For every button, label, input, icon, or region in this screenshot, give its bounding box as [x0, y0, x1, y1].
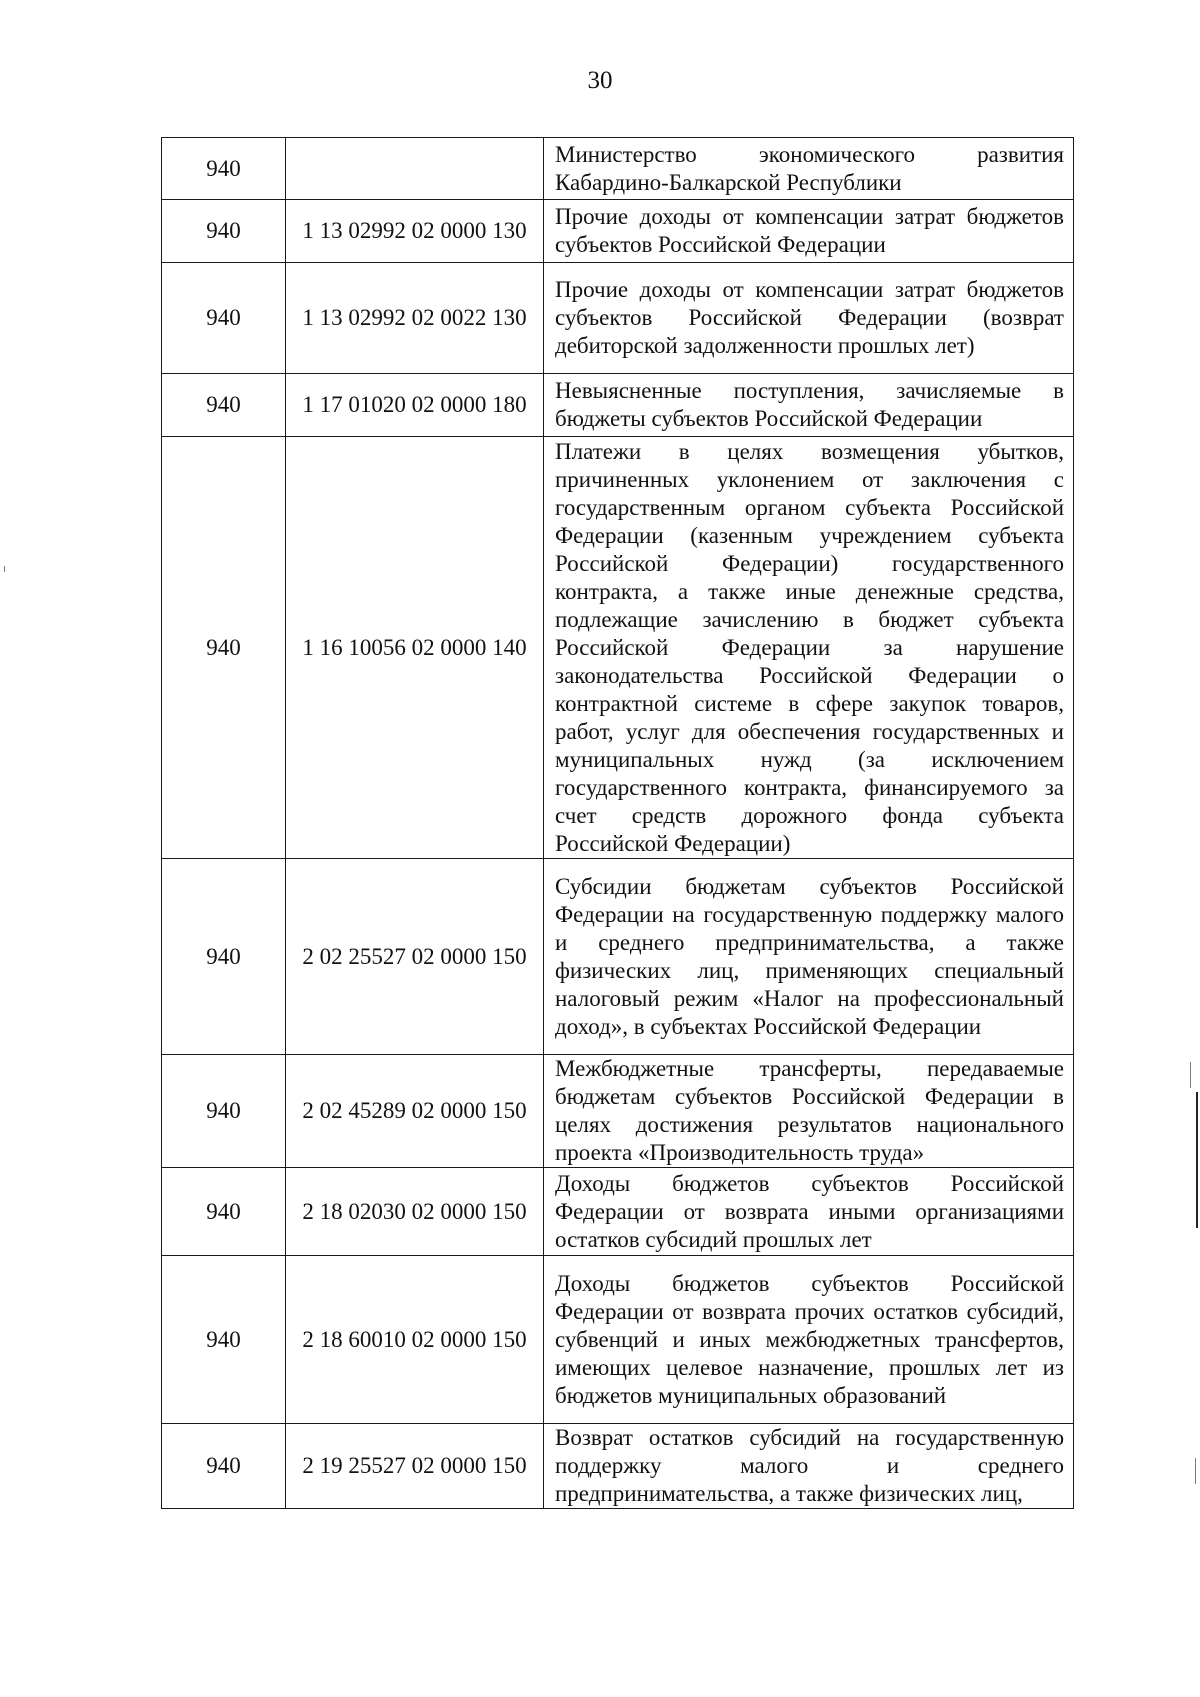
- kbk-cell: 2 02 25527 02 0000 150: [286, 859, 544, 1055]
- table-row: [162, 437, 1074, 859]
- revenue-name-text: Межбюджетные трансферты, передаваемые бюджетам субъектов Российской Федерации в целях достижения результатов национального проекта «Производительность труда»: [555, 1056, 1064, 1165]
- kbk-cell: 2 19 25527 02 0000 150: [286, 1424, 544, 1509]
- revenue-name-text: Платежи в целях возмещения убытков, причиненных уклонением от заключения с государственным органом субъекта Российской Федерации (казенным учреждением субъекта Российской Федерации) государственного контракта, а также иные денежные средства, подлежащие зачислению в бюджет субъекта Российской Федерации за нарушение законодательства Российской Федерации о контрактной системе в сфере закупок товаров, работ, услуг для обеспечения государственных и муниципальных нужд (за исключением государственного контракта, финансируемого за счет средств дорожного фонда субъекта Российской Федерации): [555, 438, 1064, 856]
- kbk-cell: 2 18 02030 02 0000 150: [286, 1168, 544, 1256]
- table-row: [162, 1256, 1074, 1424]
- revenue-name-cell: [544, 1055, 1074, 1168]
- kbk-cell: 2 02 45289 02 0000 150: [286, 1055, 544, 1168]
- revenue-name-cell: [544, 1424, 1074, 1509]
- revenue-name-text: Прочие доходы от компенсации затрат бюджетов субъектов Российской Федерации (возврат дебиторской задолженности прошлых лет): [555, 277, 1064, 358]
- revenue-name-text: Субсидии бюджетам субъектов Российской Федерации на государственную поддержку малого и среднего предпринимательства, а также физических лиц, применяющих специальный налоговый режим «Налог на профессиональный доход», в субъектах Российской Федерации: [555, 873, 1064, 1039]
- revenue-name-cell: [544, 200, 1074, 263]
- admin-code-cell: 940: [162, 1256, 286, 1424]
- revenue-name-cell: [544, 263, 1074, 374]
- kbk-cell: 1 16 10056 02 0000 140: [286, 437, 544, 859]
- table-row: [162, 374, 1074, 437]
- revenue-name-cell: [544, 374, 1074, 437]
- table-row: [162, 138, 1074, 200]
- revenue-name-cell: [544, 138, 1074, 200]
- budget-revenue-table: [161, 137, 1074, 1509]
- table-row: [162, 200, 1074, 263]
- revenue-name-cell: [544, 859, 1074, 1055]
- admin-code-cell: 940: [162, 1424, 286, 1509]
- admin-code-cell: 940: [162, 1168, 286, 1256]
- revenue-name-text: Доходы бюджетов субъектов Российской Федерации от возврата иными организациями остатков субсидий прошлых лет: [555, 1170, 1064, 1252]
- page-number: 30: [587, 67, 613, 94]
- table-row: [162, 1055, 1074, 1168]
- admin-code-cell: 940: [162, 200, 286, 263]
- kbk-cell: 1 13 02992 02 0000 130: [286, 200, 544, 263]
- scan-edge-mark: [4, 566, 5, 572]
- table-row: [162, 859, 1074, 1055]
- admin-code-cell: 940: [162, 1055, 286, 1168]
- scan-edge-mark: [1190, 1062, 1191, 1088]
- kbk-cell: 1 17 01020 02 0000 180: [286, 374, 544, 437]
- admin-code-cell: 940: [162, 374, 286, 437]
- kbk-cell: 2 18 60010 02 0000 150: [286, 1256, 544, 1424]
- revenue-name-text: Невыясненные поступления, зачисляемые в бюджеты субъектов Российской Федерации: [555, 378, 1064, 431]
- revenue-name-text: Прочие доходы от компенсации затрат бюджетов субъектов Российской Федерации: [555, 204, 1064, 257]
- table-row: [162, 1424, 1074, 1509]
- revenue-name-cell: [544, 1168, 1074, 1256]
- revenue-name-cell: [544, 437, 1074, 859]
- admin-code-cell: 940: [162, 263, 286, 374]
- scan-edge-mark: [1196, 1092, 1198, 1228]
- scan-edge-mark: [1195, 1458, 1196, 1484]
- table-row: [162, 263, 1074, 374]
- admin-code-cell: 940: [162, 138, 286, 200]
- revenue-name-text: Министерство экономического развития Кабардино-Балкарской Республики: [555, 141, 1064, 195]
- revenue-name-text: Доходы бюджетов субъектов Российской Федерации от возврата прочих остатков субсидий, субвенций и иных межбюджетных трансфертов, имеющих целевое назначение, прошлых лет из бюджетов муниципальных образований: [555, 1270, 1064, 1408]
- revenue-name-cell: [544, 1256, 1074, 1424]
- table-row: [162, 1168, 1074, 1256]
- admin-code-cell: 940: [162, 859, 286, 1055]
- kbk-cell: [286, 138, 544, 200]
- admin-code-cell: 940: [162, 437, 286, 859]
- revenue-name-text: Возврат остатков субсидий на государственную поддержку малого и среднего предпринимательства, а также физических лиц,: [555, 1425, 1064, 1506]
- kbk-cell: 1 13 02992 02 0022 130: [286, 263, 544, 374]
